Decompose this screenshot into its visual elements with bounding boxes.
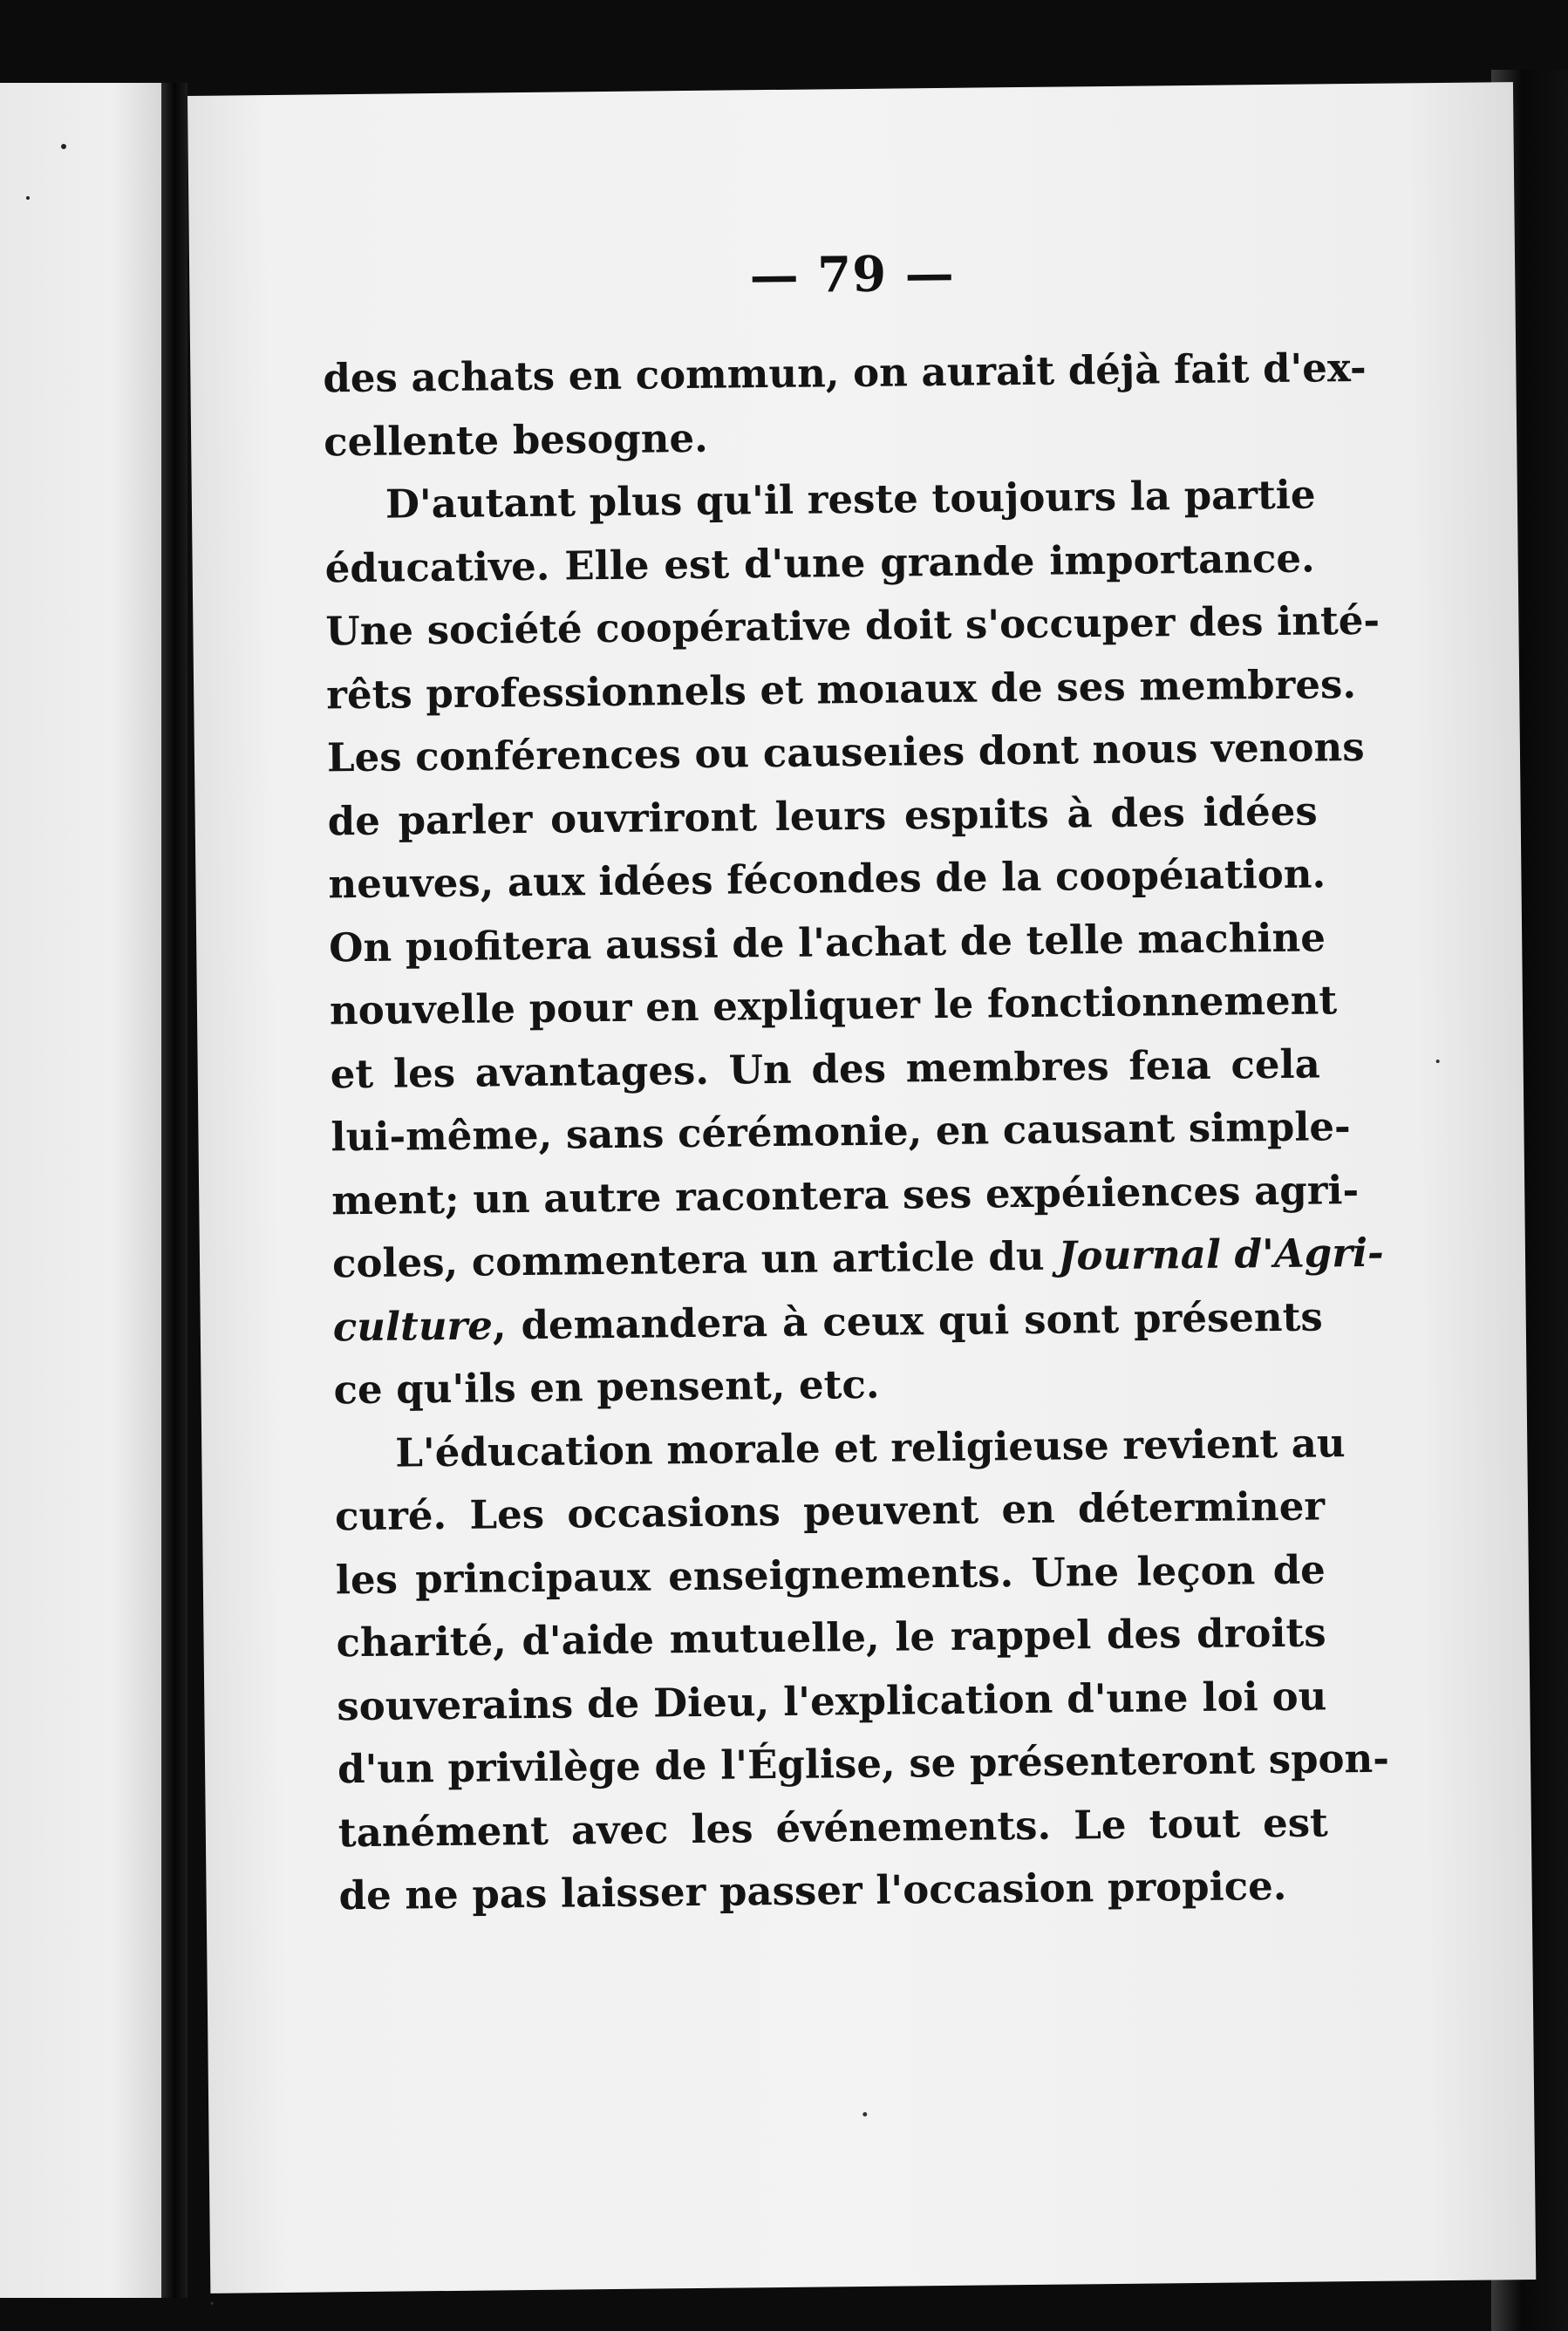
line-text: L'éducation morale et religieuse revient au — [395, 1419, 1346, 1476]
text-line — [324, 527, 1315, 600]
ink-speck — [61, 144, 66, 149]
line-text: cellente besogne. — [323, 414, 708, 465]
text-line — [335, 1475, 1326, 1548]
binding-gutter — [161, 83, 187, 2298]
text-line — [327, 780, 1318, 853]
ink-speck — [26, 196, 30, 200]
text-line — [333, 1348, 1324, 1421]
body-text — [323, 337, 1390, 1928]
text-line — [337, 1665, 1327, 1738]
text-line — [331, 1222, 1384, 1295]
line-text: et les avantages. Un des membres feıa cela — [330, 1039, 1320, 1097]
line-text: nouvelle pour en expliquer le fonctionnement — [329, 977, 1338, 1034]
line-text: Une société coopérative doit s'occuper des inté- — [325, 596, 1381, 655]
text-line — [329, 969, 1338, 1042]
line-text: neuves, aux idées fécondes de la coopéıation. — [328, 850, 1326, 908]
text-line — [331, 1159, 1360, 1232]
text-line — [328, 842, 1326, 916]
text-line — [335, 1538, 1326, 1612]
line-text: souverains de Dieu, l'explication d'une loi ou — [337, 1672, 1327, 1729]
line-text: les principaux enseignements. Une leçon de — [335, 1545, 1326, 1603]
text-line — [323, 337, 1367, 411]
text-line — [328, 906, 1326, 979]
text-line — [334, 1412, 1346, 1485]
text-line — [324, 400, 1314, 474]
text-line — [326, 716, 1365, 789]
line-text: D'autant plus qu'il reste toujours la partie — [385, 471, 1316, 528]
line-text: curé. Les occasions peuvent en déterminer — [334, 1482, 1326, 1540]
line-text: ce qu'ils en pensent, etc. — [333, 1360, 880, 1414]
text-line — [325, 653, 1357, 726]
text-line — [336, 1601, 1326, 1674]
line-text: éducative. Elle est d'une grande importance. — [324, 534, 1315, 591]
text-line — [331, 1095, 1351, 1169]
text-line — [332, 1285, 1323, 1359]
text-line — [337, 1728, 1390, 1801]
line-text: de ne pas laisser passer l'occasion propice. — [338, 1862, 1287, 1919]
line-text: lui-même, sans cérémonie, en causant simple- — [331, 1103, 1351, 1161]
ink-speck — [1436, 1060, 1440, 1063]
line-text: , demandera à ceux qui sont présents — [492, 1292, 1324, 1348]
line-text: On pıofitera aussi de l'achat de telle machine — [328, 913, 1326, 971]
line-text: tanément avec les événements. Le tout est — [337, 1798, 1329, 1856]
line-text: de parler ouvriront leurs espıits à des idées — [327, 787, 1318, 844]
ink-speck — [862, 2112, 867, 2116]
line-text: Les conférences ou causeıies dont nous venons — [326, 723, 1365, 781]
line-text: d'un privilège de l'Église, se présenteront spon- — [337, 1735, 1390, 1793]
italic-text: Journal d'Agri- — [1057, 1229, 1384, 1279]
text-line — [337, 1791, 1328, 1864]
previous-page-edge — [0, 83, 161, 2298]
text-line — [324, 463, 1315, 536]
ink-speck — [210, 2302, 213, 2305]
text-line — [325, 590, 1381, 663]
italic-text: culture — [332, 1301, 494, 1350]
line-text: charité, d'aide mutuelle, le rappel des droits — [336, 1609, 1326, 1666]
text-line — [338, 1854, 1329, 1927]
line-text: coles, commentera un article du — [331, 1232, 1059, 1287]
line-text: rêts professionnels et moıaux de ses membres. — [325, 660, 1357, 718]
page-number: — 79 — — [749, 244, 955, 305]
book-page — [187, 82, 1536, 2294]
text-line — [330, 1033, 1320, 1106]
line-text: des achats en commun, on aurait déjà fait d'ex- — [323, 344, 1367, 402]
line-text: ment; un autre racontera ses expéıiences agri- — [331, 1166, 1360, 1223]
